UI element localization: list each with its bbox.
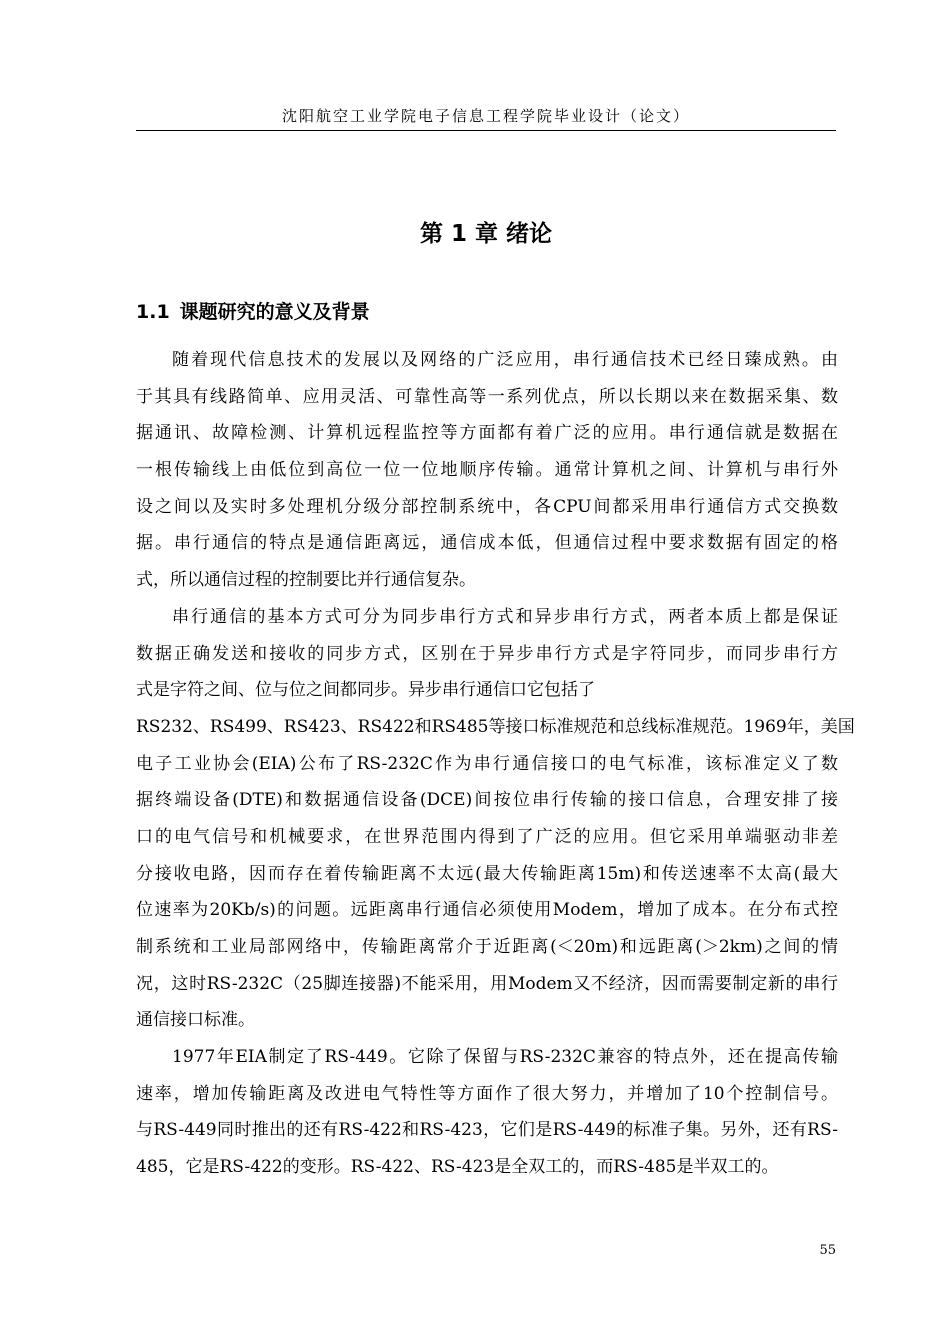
paragraph-2-line: 分接收电路，因而存在着传输距离不太远(最大传输距离15m)和传送速率不太高(最大 — [136, 863, 838, 884]
section-number: 1.1 — [136, 301, 170, 323]
section-heading — [136, 292, 836, 332]
section-title: 课题研究的意义及背景 — [179, 301, 370, 323]
body-text — [136, 342, 855, 1186]
paragraph-2-line: 串行通信的基本方式可分为同步串行方式和异步串行方式，两者本质上都是保证 — [172, 606, 838, 627]
paragraph-3-line: 与RS-449同时推出的还有RS-422和RS-423，它们是RS-449的标准子集。另外，还有RS- — [136, 1120, 838, 1141]
paragraph-2-line: RS232、RS499、RS423、RS422和RS485等接口标准规范和总线标准规范。1969年，美国 — [136, 716, 855, 737]
paragraph-2-line: 口的电气信号和机械要求，在世界范围内得到了广泛的应用。但它采用单端驱动非差 — [136, 826, 838, 847]
paragraph-1-line: 于其具有线路简单、应用灵活、可靠性高等一系列优点，所以长期以来在数据采集、数 — [136, 386, 838, 407]
paragraph-2-line: 数据正确发送和接收的同步方式，区别在于异步串行方式是字符同步，而同步串行方 — [136, 643, 838, 664]
paragraph-3-line: 速率，增加传输距离及改进电气特性等方面作了很大努力，并增加了10个控制信号。 — [136, 1083, 838, 1104]
paragraph-2-line: 式是字符之间、位与位之间都同步。异步串行通信口它包括了 — [136, 680, 595, 701]
paragraph-3-line: 1977年EIA制定了RS-449。它除了保留与RS-232C兼容的特点外，还在提高传输 — [172, 1047, 838, 1068]
paragraph-2-line: 电子工业协会(EIA)公布了RS-232C作为串行通信接口的电气标准，该标准定义了数 — [136, 753, 838, 774]
paragraph-2-line: 位速率为20Kb/s)的问题。远距离串行通信必须使用Modem，增加了成本。在分布式控 — [136, 900, 838, 921]
header-divider — [136, 130, 836, 131]
paragraph-2-line: 据终端设备(DTE)和数据通信设备(DCE)间按位串行传输的接口信息，合理安排了接 — [136, 790, 838, 811]
paragraph-1-line: 设之间以及实时多处理机分级分部控制系统中，各CPU间都采用串行通信方式交换数 — [136, 496, 838, 517]
paragraph-3-line: 485，它是RS-422的变形。RS-422、RS-423是全双工的，而RS-485是半双工的。 — [136, 1157, 779, 1178]
paragraph-1-line: 据通讯、故障检测、计算机远程监控等方面都有着广泛的应用。串行通信就是数据在 — [136, 423, 838, 444]
paragraph-1-line: 随着现代信息技术的发展以及网络的广泛应用，串行通信技术已经日臻成熟。由 — [172, 350, 838, 370]
page-header: 沈阳航空工业学院电子信息工程学院毕业设计（论文） — [281, 107, 690, 125]
paragraph-2-line: 况，这时RS-232C（25脚连接器)不能采用，用Modem又不经济，因而需要制定新的串行 — [136, 973, 838, 994]
paragraph-1-line: 式，所以通信过程的控制要比并行通信复杂。 — [136, 570, 476, 591]
paragraph-2-line: 通信接口标准。 — [136, 1010, 255, 1031]
chapter-title: 第 1 章 绪论 — [419, 221, 553, 247]
paragraph-1-line: 一根传输线上由低位到高位一位一位地顺序传输。通常计算机之间、计算机与串行外 — [136, 460, 838, 481]
paragraph-1-line: 据。串行通信的特点是通信距离远，通信成本低，但通信过程中要求数据有固定的格 — [136, 533, 838, 554]
paragraph-2-line: 制系统和工业局部网络中，传输距离常介于近距离(＜20m)和远距离(＞2km)之间的情 — [136, 937, 838, 957]
page-number: 55 — [819, 1243, 836, 1258]
